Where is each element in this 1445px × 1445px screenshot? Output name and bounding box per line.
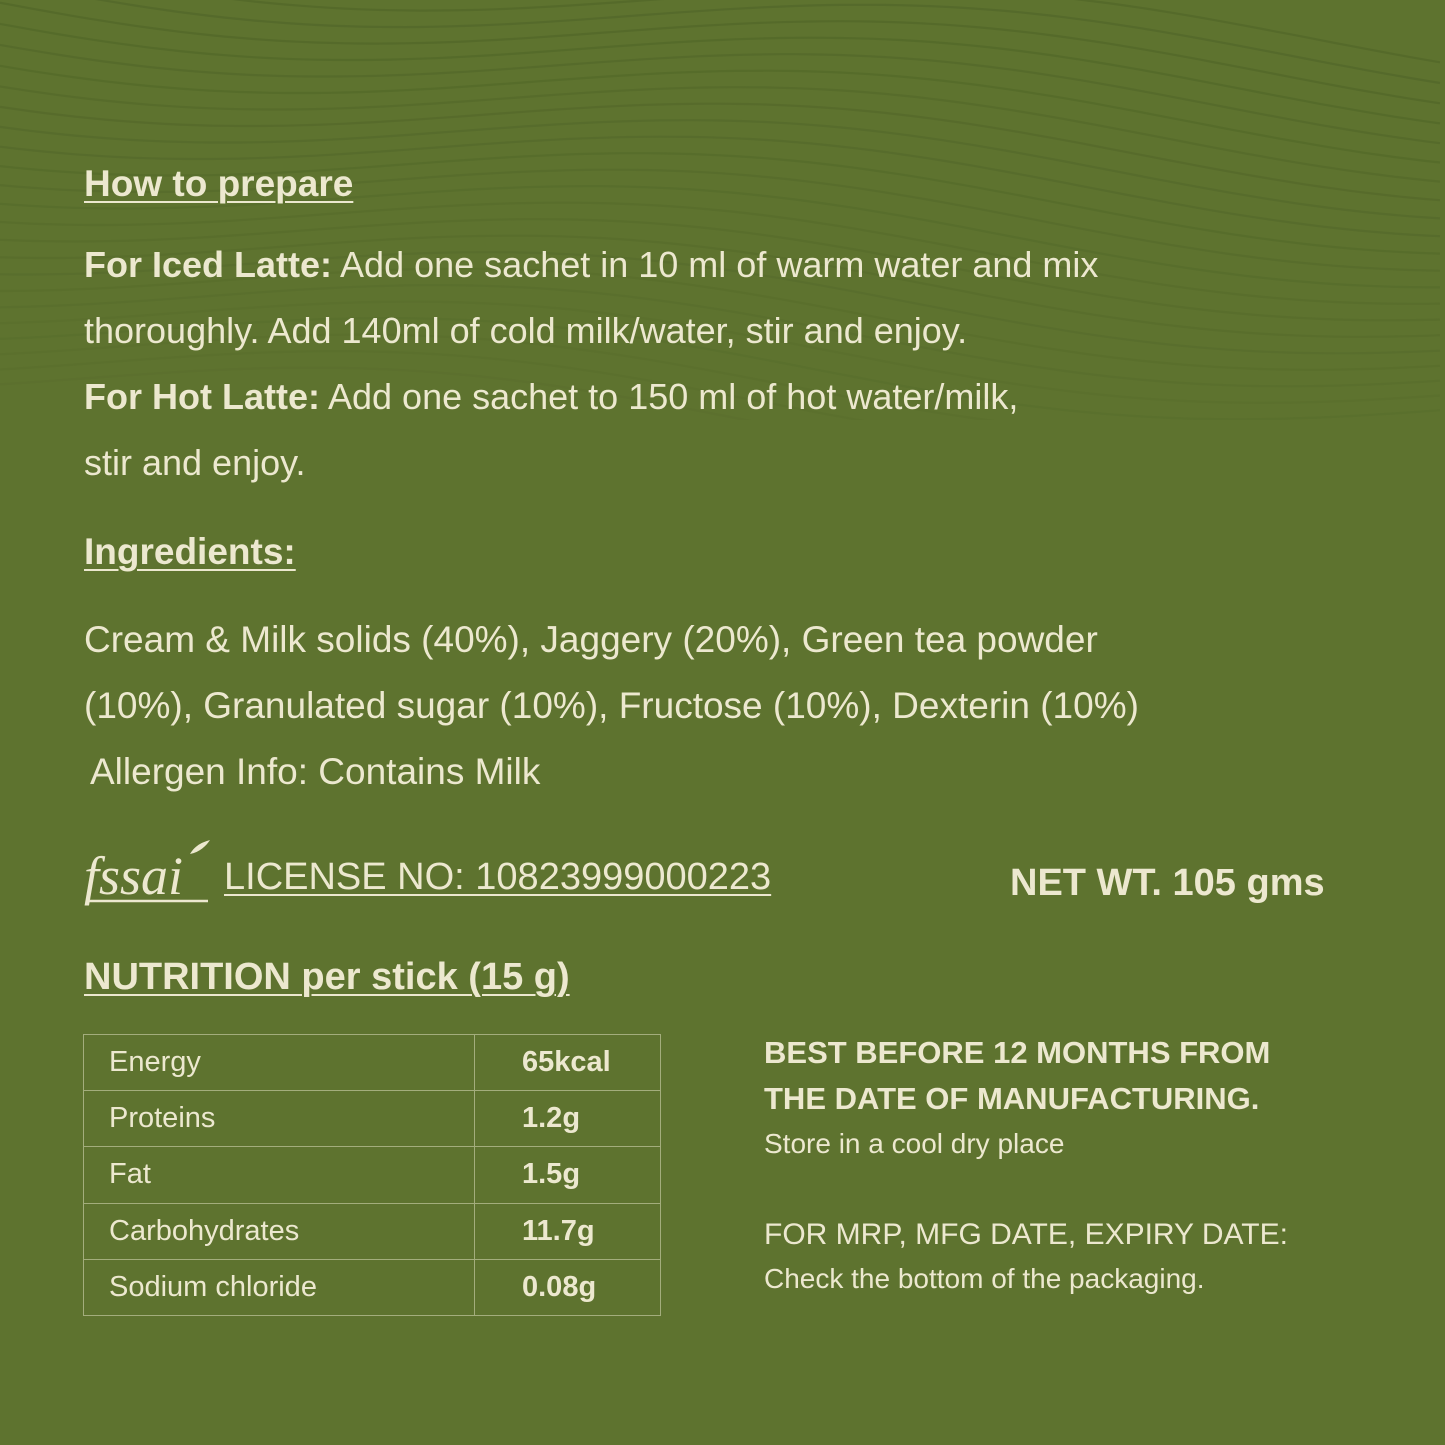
nutrient-name: Energy	[84, 1035, 475, 1091]
iced-latte-line-1	[84, 232, 1098, 298]
fssai-logo-text: fssai	[84, 846, 184, 906]
table-row	[84, 1035, 661, 1091]
license-number: LICENSE NO: 10823999000223	[224, 856, 772, 898]
nutrition-table	[83, 1034, 661, 1316]
best-before-line-1: BEST BEFORE 12 MONTHS FROM	[764, 1035, 1271, 1070]
table-row	[84, 1203, 661, 1259]
nutrient-name: Carbohydrates	[84, 1203, 475, 1259]
nutrient-value: 1.2g	[475, 1091, 661, 1147]
nutrient-value: 0.08g	[475, 1259, 661, 1315]
fssai-logo	[82, 838, 212, 906]
mrp-line-1: FOR MRP, MFG DATE, EXPIRY DATE:	[764, 1218, 1288, 1251]
hot-latte-line-1	[84, 364, 1098, 430]
table-row	[84, 1147, 661, 1203]
ingredients-line-2: (10%), Granulated sugar (10%), Fructose (10%), Dexterin (10%)	[84, 685, 1139, 726]
iced-latte-label: For Iced Latte:	[84, 244, 333, 285]
hot-latte-label: For Hot Latte:	[84, 376, 320, 417]
storage-info	[764, 1030, 1270, 1166]
hot-latte-text: Add one sachet to 150 ml of hot water/milk,	[319, 376, 1019, 417]
net-weight: NET WT. 105 gms	[1010, 862, 1325, 904]
prepare-heading: How to prepare	[84, 163, 354, 204]
nutrient-name: Proteins	[84, 1091, 475, 1147]
ingredients-list	[84, 607, 1139, 805]
nutrient-value: 1.5g	[475, 1147, 661, 1203]
nutrient-value: 65kcal	[475, 1035, 661, 1091]
nutrient-value: 11.7g	[475, 1203, 661, 1259]
allergen-info: Allergen Info: Contains Milk	[90, 751, 541, 792]
ingredients-heading: Ingredients:	[84, 531, 296, 572]
mrp-line-2: Check the bottom of the packaging.	[764, 1263, 1205, 1294]
nutrient-name: Fat	[84, 1147, 475, 1203]
ingredients-line-1: Cream & Milk solids (40%), Jaggery (20%), Green tea powder	[84, 619, 1098, 660]
table-row	[84, 1259, 661, 1315]
prepare-instructions	[84, 232, 1098, 496]
nutrition-heading: NUTRITION per stick (15 g)	[84, 956, 570, 998]
iced-latte-line-2: thoroughly. Add 140ml of cold milk/water, stir and enjoy.	[84, 310, 968, 351]
mrp-info	[764, 1213, 1288, 1301]
iced-latte-text: Add one sachet in 10 ml of warm water and mix	[332, 244, 1099, 285]
store-instruction: Store in a cool dry place	[764, 1128, 1065, 1159]
table-row	[84, 1091, 661, 1147]
hot-latte-line-2: stir and enjoy.	[84, 442, 306, 483]
nutrient-name: Sodium chloride	[84, 1259, 475, 1315]
best-before-line-2: THE DATE OF MANUFACTURING.	[764, 1081, 1260, 1116]
